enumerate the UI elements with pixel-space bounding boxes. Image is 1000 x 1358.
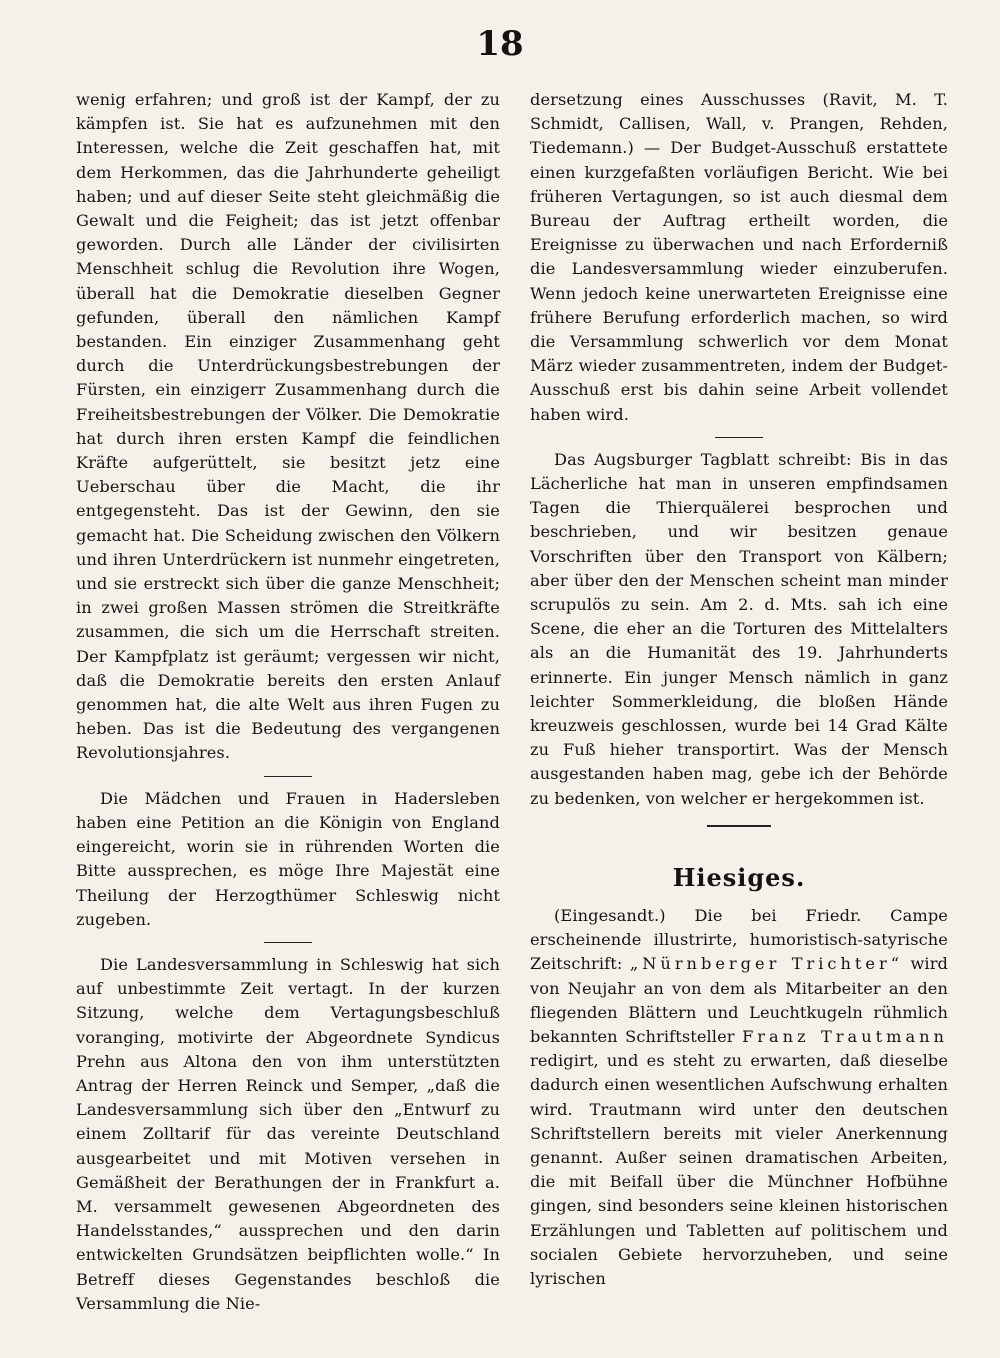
article-text-part: wird von Neujahr an von dem als Mitarbeiter an den fliegenden Blättern und Leuchtkugeln rühmlich bekannten Schriftsteller	[530, 954, 949, 1046]
article-democracy-text: wenig erfahren; und groß ist der Kampf, der zu kämpfen ist. Sie hat es aufzunehmen mit den Interessen, welche die Zeit geschaffen hat, mit dem Herkommen, das die Jahrhunderte geheiligt haben; und auf dieser Seite steht gleichmäßig die Gewalt und die Feigheit; das ist jetzt offenbar geworden. Durch alle Länder der civilisirten Menschheit schlug die Revolution ihre Wogen, überall hat die Demokratie dieselben Gegner gefunden, überall den nämlichen Kampf bestanden. Ein einziger Zusammenhang geht durch die Unterdrückungsbestrebungen der Fürsten, ein einzigerr Zusammenhang durch die Freiheitsbestrebungen der Völker. Die Demokratie hat durch ihren ersten Kampf die feindlichen Kräfte aufgerüttelt, sie besitzt jetz eine Ueberschau über die Macht, die ihr entgegensteht. Das ist der Gewinn, den sie gemacht hat. Die Scheidung zwischen den Völkern und ihren Unterdrückern ist nunmehr eingetreten, und sie erstreckt sich über die ganze Menschheit; in zwei großen Massen strömen die Streitkräfte zusammen, die sich um die Herrschaft streiten. Der Kampfplatz ist geräumt; vergessen wir nicht, daß die Demokratie bereits den ersten Anlauf genommen hat, die alte Welt aus ihren Fugen zu heben. Das ist die Bedeutung des vergangenen Revolutionsjahres.	[76, 90, 500, 763]
article-schleswig-assembly-continued: dersetzung eines Ausschusses (Ravit, M. T. Schmidt, Callisen, Wall, v. Prangen, Rehden, Tiedemann.) — Der Budget-Ausschuß erstattete einen kurzgefaßten vorläufigen Bericht. Wie bei früheren Vertagungen, so ist auch diesmal dem Bureau der Auftrag ertheilt worden, die Ereignisse zu überwachen und nach Erforderniß die Landesversammlung wieder einzuberufen. Wenn jedoch keine unerwarteten Ereignisse eine frühere Berufung erforderlich machen, so wird die Versammlung schwerlich vor dem Monat März wieder zusammentreten, indem der Budget-Ausschuß erst bis dahin seine Arbeit vollendet haben wird.	[530, 90, 948, 424]
right-column	[530, 88, 948, 1291]
article-text-part: (Eingesandt.) Die bei Friedr. Campe erscheinende illustrirte, humoristisch-satyrische Zeitschrift:	[530, 905, 948, 974]
page-number: 18	[476, 24, 524, 64]
article-augsburger-tagblatt: Das Augsburger Tagblatt schreibt: Bis in das Lächerliche hat man in unseren empfindsamen Tagen die Thierquälerei besprochen und beschrieben, und wir besitzen genaue Vorschriften über den Transport von Kälbern; aber über den der Menschen scheint man minder scrupulös zu sein. Am 2. d. Mts. sah ich eine Scene, die eher an die Torturen des Mittelalters als an die Humanität des 19. Jahrhunderts erinnerte. Ein junger Mensch nämlich in ganz leichter Sommerkleidung, die bloßen Hände kreuzweis geschlossen, wurde bei 14 Grad Kälte zu Fuß hieher transportirt. Was der Mensch ausgestanden haben mag, gebe ich der Behörde zu bedenken, von welcher er hergekommen ist.	[530, 449, 948, 808]
section-heading-local: Hiesiges.	[672, 862, 806, 892]
article-hadersleben-petition: Die Mädchen und Frauen in Hadersleben haben eine Petition an die Königin von England eingereicht, worin sie in rührenden Worten die Bitte aussprechen, es möge Ihre Majestät eine Theilung der Herzogthümer Schleswig nicht zugeben.	[76, 788, 500, 929]
article-separator	[715, 437, 763, 438]
author-name: Franz Trautmann	[742, 1026, 948, 1046]
section-separator	[707, 825, 771, 827]
magazine-title: „Nürnberger Trichter“	[629, 954, 904, 974]
article-schleswig-assembly: Die Landesversammlung in Schleswig hat sich auf unbestimmte Zeit vertagt. In der kurzen Sitzung, welche dem Vertagungsbeschluß voranging, motivirte der Abgeordnete Syndicus Prehn aus Altona den von ihm unterstützten Antrag der Herren Reinck und Semper, „daß die Landesversammlung sich über den „Entwurf zu einem Zolltarif für das vereinte Deutschland ausgearbeitet und mit Motiven versehen in Gemäßheit der Berathungen der in Frankfurt a. M. versammelt gewesenen Abgeordneten des Handelsstandes,“ aussprechen und den darin entwickelten Grundsätzen beipflichten wolle.“ In Betreff dieses Gegenstandes beschloß die Versammlung die Nie-	[76, 954, 500, 1313]
article-separator	[264, 776, 312, 777]
article-separator	[264, 942, 312, 943]
article-text-part: redigirt, und es steht zu erwarten, daß dieselbe dadurch einen wesentlichen Aufschwung erhalten wird. Trautmann wird unter den deutschen Schriftstellern bereits mit vieler Anerkennung genannt. Außer seinen dramatischen Arbeiten, die mit Beifall über die Münchner Hofbühne gingen, sind besonders seine kleinen historischen Erzählungen und Tabletten auf politischem und socialen Gebiete hervorzuheben, und seine lyrischen	[530, 1051, 948, 1288]
left-column	[76, 88, 500, 1316]
article-nuernberger-trichter	[530, 904, 948, 1291]
